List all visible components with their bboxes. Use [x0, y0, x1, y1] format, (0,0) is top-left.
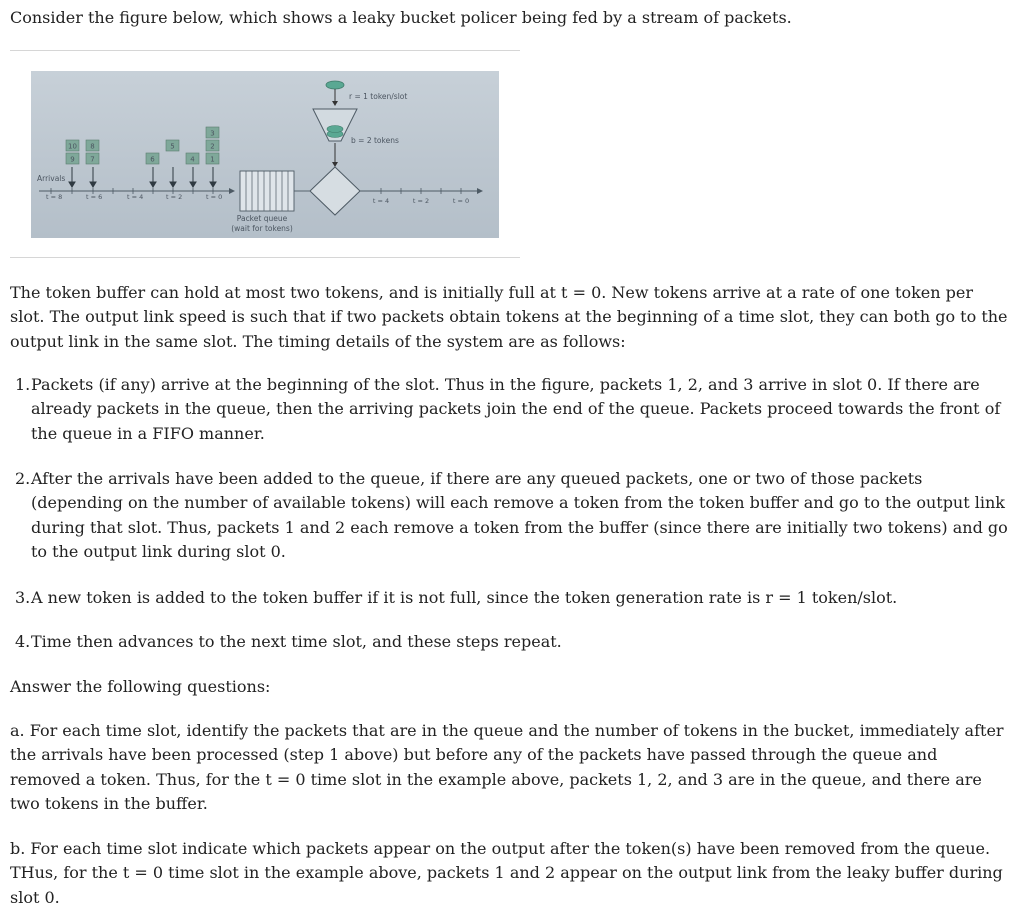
packet-label: 9 [70, 155, 75, 164]
intro-text: Consider the figure below, which shows a leaky bucket policer being fed by a stream of packets. [10, 8, 792, 27]
bucket-label: b = 2 tokens [351, 136, 399, 145]
figure-svg [31, 71, 499, 238]
step-list-item [10, 586, 1010, 610]
leaky-bucket-figure [31, 71, 499, 238]
input-time-label: t = 0 [206, 193, 223, 201]
step-text: After the arrivals have been added to the queue, if there are any queued packets, one or two of those packets (depending on the number of available tokens) will each remove a token from the token buffer and go to the output link during that slot. Thus, packets 1 and 2 each remove a token from the buffer (since there are initially two tokens) and go to the output link during slot 0. [31, 469, 1008, 561]
step-number: 1. [15, 375, 31, 394]
question-b: b. For each time slot indicate which packets appear on the output after the token(s) have been removed from the queue. THus, for the t = 0 time slot in the example above, packets 1 and 2 appear on the output link from the leaky buffer during slot 0. [10, 839, 1003, 907]
answer-prompt: Answer the following questions: [10, 677, 271, 696]
packet-label: 7 [90, 155, 95, 164]
packet-queue [240, 171, 294, 211]
queue-sublabel: (wait for tokens) [231, 224, 293, 233]
step-number: 2. [15, 469, 31, 488]
queue-label: Packet queue [236, 214, 288, 223]
token-icon [327, 126, 343, 133]
step-number: 3. [15, 588, 31, 607]
step-text: Packets (if any) arrive at the beginning of the slot. Thus in the figure, packets 1, 2, and 3 arrive in slot 0. If there are already packets in the queue, then the arriving packets join the end of the queue. Packets proceed towards the front of the queue in a FIFO manner. [31, 375, 1001, 443]
token-source-icon [326, 81, 344, 89]
packet-label: 5 [170, 142, 175, 151]
step-number: 4. [15, 632, 31, 651]
arrivals-label: Arrivals [37, 174, 66, 183]
packet-label: 1 [210, 155, 215, 164]
input-time-label: t = 6 [86, 193, 103, 201]
divider-bottom [10, 257, 520, 258]
policer-diamond [310, 167, 360, 215]
packet-label: 6 [150, 155, 155, 164]
packet-label: 8 [90, 142, 95, 151]
input-time-label: t = 8 [46, 193, 63, 201]
step-text: A new token is added to the token buffer if it is not full, since the token generation rate is r = 1 token/slot. [31, 588, 898, 607]
question-a: a. For each time slot, identify the packets that are in the queue and the number of tokens in the bucket, immediately after the arrivals have been processed (step 1 above) but before any of the packets have passed through the queue and removed a token. Thus, for the t = 0 time slot in the example above, packets 1, 2, and 3 are in the queue, and there are two tokens in the buffer. [10, 721, 1004, 813]
input-time-label: t = 2 [166, 193, 183, 201]
output-time-label: t = 4 [372, 197, 390, 205]
step-list-item [10, 467, 1010, 564]
rate-label: r = 1 token/slot [349, 92, 408, 101]
packet-label: 3 [210, 129, 215, 138]
divider-top [10, 50, 520, 51]
step-text: Time then advances to the next time slot, and these steps repeat. [31, 632, 562, 651]
step-list-item [10, 373, 1010, 446]
output-time-label: t = 2 [412, 197, 430, 205]
token-buffer-paragraph: The token buffer can hold at most two tokens, and is initially full at t = 0. New tokens arrive at a rate of one token per slot. The output link speed is such that if two packets obtain tokens at the beginning of a time slot, they can both go to the output link in the same slot. The timing details of the system are as follows: [10, 283, 1008, 351]
packet-label: 2 [210, 142, 215, 151]
packet-label: 10 [68, 142, 77, 151]
packet-label: 4 [190, 155, 195, 164]
step-list-item [10, 630, 1010, 654]
output-time-label: t = 0 [452, 197, 470, 205]
input-time-label: t = 4 [127, 193, 144, 201]
arrival-packets [66, 127, 219, 164]
